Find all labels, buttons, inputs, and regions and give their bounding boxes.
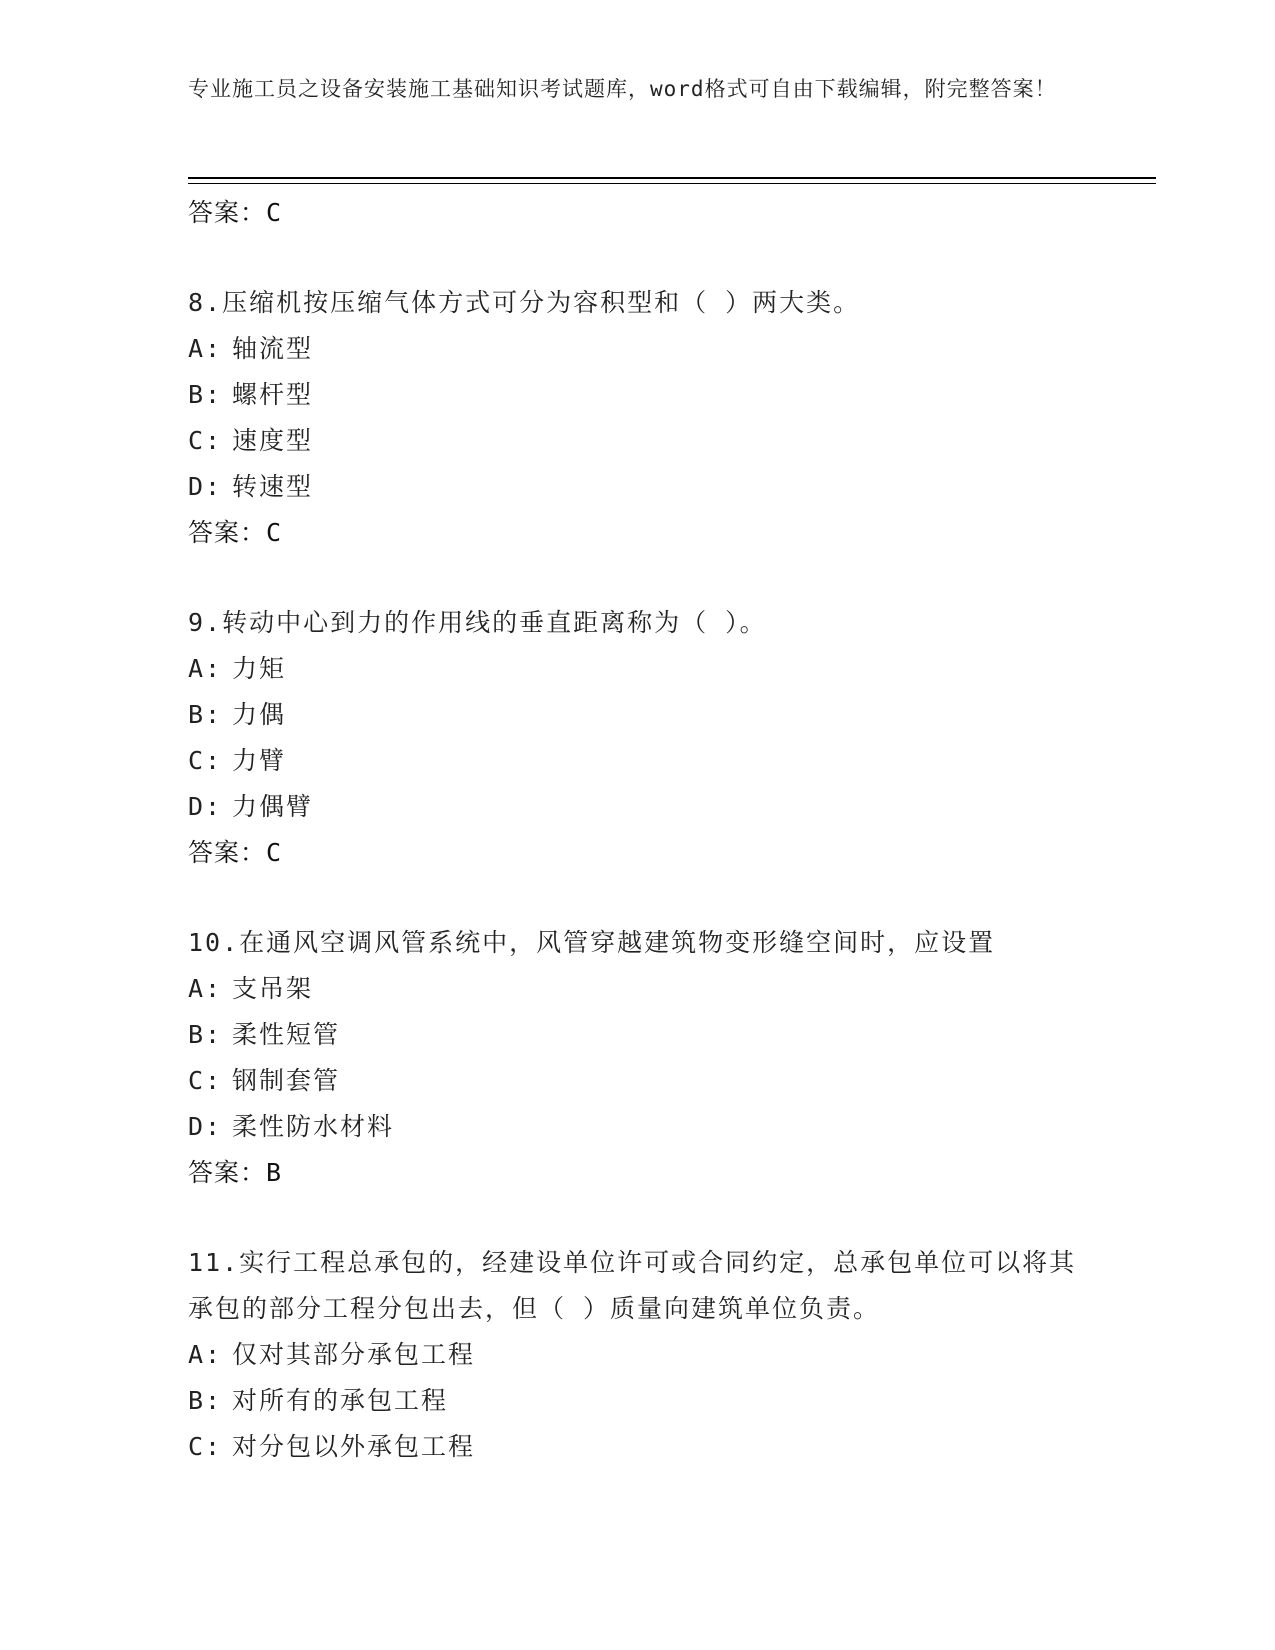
option-a <box>188 646 1088 692</box>
option-letter: B: <box>188 1020 223 1049</box>
option-letter: A: <box>188 974 223 1003</box>
question-10 <box>188 920 1088 1196</box>
option-b <box>188 1378 1088 1424</box>
option-c <box>188 1058 1088 1104</box>
option-text: 支吊架 <box>232 974 314 1003</box>
option-letter: C: <box>188 1432 223 1461</box>
option-letter: A: <box>188 654 223 683</box>
question-9 <box>188 600 1088 876</box>
option-text: 轴流型 <box>232 334 314 363</box>
option-a <box>188 1332 1088 1378</box>
question-text: 9.转动中心到力的作用线的垂直距离称为（ ）。 <box>188 608 767 637</box>
option-text: 力臂 <box>232 746 287 775</box>
option-text: 柔性防水材料 <box>232 1112 395 1141</box>
question-text: 8.压缩机按压缩气体方式可分为容积型和（ ）两大类。 <box>188 288 861 317</box>
option-text: 转速型 <box>232 472 314 501</box>
question-text: 10.在通风空调风管系统中，风管穿越建筑物变形缝空间时，应设置 <box>188 928 996 957</box>
option-text: 柔性短管 <box>232 1020 341 1049</box>
option-letter: B: <box>188 380 223 409</box>
option-letter: C: <box>188 1066 223 1095</box>
answer-line: 答案：B <box>188 1158 283 1187</box>
document-header: 专业施工员之设备安装施工基础知识考试题库，word格式可自由下载编辑，附完整答案！ <box>188 77 1057 101</box>
option-d <box>188 464 1088 510</box>
option-b <box>188 372 1088 418</box>
previous-answer: 答案：C <box>188 198 283 227</box>
option-c <box>188 418 1088 464</box>
option-letter: A: <box>188 1340 223 1369</box>
option-c <box>188 1424 1088 1470</box>
option-text: 力偶臂 <box>232 792 314 821</box>
question-list <box>188 190 1088 1514</box>
answer-line: 答案：C <box>188 518 283 547</box>
option-letter: B: <box>188 700 223 729</box>
option-d <box>188 1104 1088 1150</box>
option-text: 对所有的承包工程 <box>232 1386 449 1415</box>
question-11 <box>188 1240 1088 1470</box>
option-letter: D: <box>188 472 223 501</box>
option-c <box>188 738 1088 784</box>
question-8 <box>188 280 1088 556</box>
option-a <box>188 966 1088 1012</box>
header-divider-thin <box>188 183 1156 184</box>
option-text: 对分包以外承包工程 <box>232 1432 476 1461</box>
option-letter: B: <box>188 1386 223 1415</box>
option-letter: C: <box>188 746 223 775</box>
header-divider-thick <box>188 177 1156 179</box>
option-letter: A: <box>188 334 223 363</box>
question-text: 11.实行工程总承包的，经建设单位许可或合同约定，总承包单位可以将其承包的部分工程分包出去，但（ ）质量向建筑单位负责。 <box>188 1248 1077 1323</box>
option-letter: C: <box>188 426 223 455</box>
answer-line: 答案：C <box>188 838 283 867</box>
option-b <box>188 1012 1088 1058</box>
option-b <box>188 692 1088 738</box>
option-letter: D: <box>188 1112 223 1141</box>
option-text: 力偶 <box>232 700 287 729</box>
option-text: 螺杆型 <box>232 380 314 409</box>
option-a <box>188 326 1088 372</box>
option-text: 速度型 <box>232 426 314 455</box>
option-text: 力矩 <box>232 654 287 683</box>
option-text: 钢制套管 <box>232 1066 341 1095</box>
option-text: 仅对其部分承包工程 <box>232 1340 476 1369</box>
option-d <box>188 784 1088 830</box>
option-letter: D: <box>188 792 223 821</box>
